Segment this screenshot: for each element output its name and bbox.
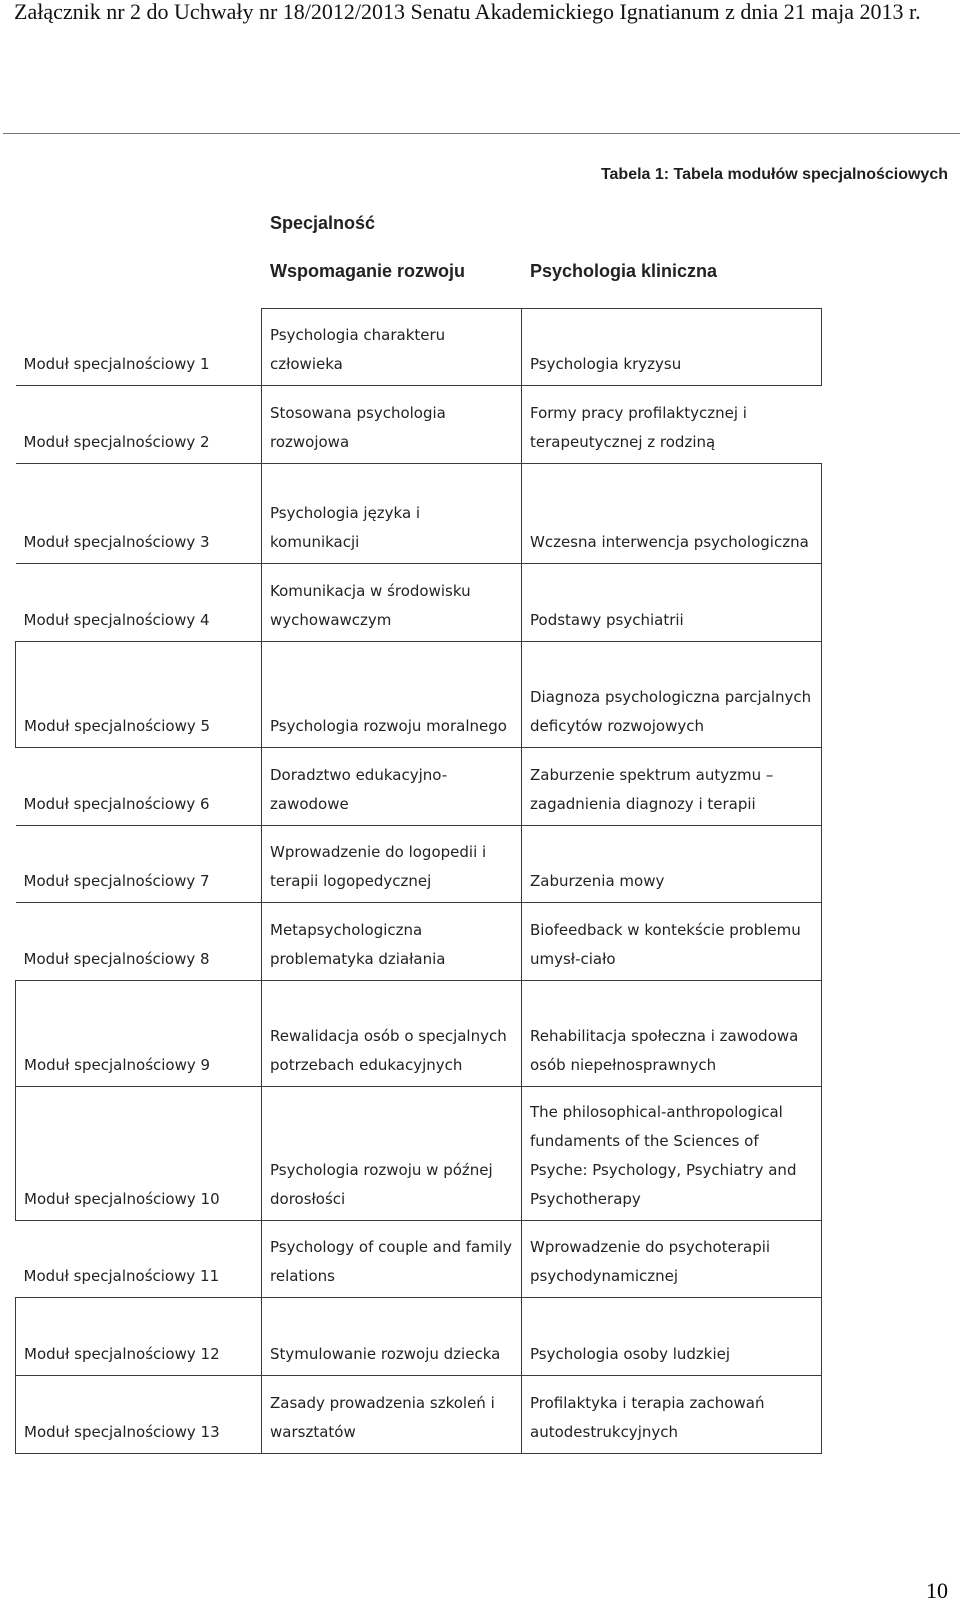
table-row [16, 1298, 822, 1376]
document-header-title: Załącznik nr 2 do Uchwały nr 18/2012/2013 Senatu Akademickiego Ignatianum z dnia 21 maja 2013 r. [14, 0, 921, 24]
module-name: Moduł specjalnościowy 3 [16, 464, 262, 564]
page-number: 10 [926, 1578, 948, 1603]
module-course-wspomaganie: Doradztwo edukacyjno-zawodowe [262, 748, 522, 826]
module-course-kliniczna: Biofeedback w kontekście problemu umysł-ciało [522, 903, 822, 981]
module-name: Moduł specjalnościowy 7 [16, 826, 262, 903]
module-course-wspomaganie: Stymulowanie rozwoju dziecka [262, 1298, 522, 1376]
table-row [16, 748, 822, 826]
table-row [16, 1221, 822, 1298]
module-course-wspomaganie: Psychologia rozwoju moralnego [262, 642, 522, 748]
module-course-wspomaganie: Wprowadzenie do logopedii i terapii logopedycznej [262, 826, 522, 903]
table-row [16, 642, 822, 748]
module-course-kliniczna: The philosophical-anthropological fundaments of the Sciences of Psyche: Psychology, Psychiatry and Psychotherapy [522, 1087, 822, 1221]
module-course-kliniczna: Rehabilitacja społeczna i zawodowa osób niepełnosprawnych [522, 981, 822, 1087]
table-row [16, 464, 822, 564]
table-row [16, 386, 822, 464]
module-name: Moduł specjalnościowy 2 [16, 386, 262, 464]
column-header-kliniczna: Psychologia kliniczna [530, 261, 718, 281]
table-row [16, 903, 822, 981]
module-course-kliniczna: Wczesna interwencja psychologiczna [522, 464, 822, 564]
table-row [16, 309, 822, 386]
module-course-wspomaganie: Psychologia charakteru człowieka [262, 309, 522, 386]
modules-table [15, 308, 822, 1454]
module-course-wspomaganie: Psychologia języka i komunikacji [262, 464, 522, 564]
module-course-kliniczna: Formy pracy profilaktycznej i terapeutycznej z rodziną [522, 386, 822, 464]
module-course-wspomaganie: Psychologia rozwoju w późnej dorosłości [262, 1087, 522, 1221]
module-course-kliniczna: Profilaktyka i terapia zachowań autodestrukcyjnych [522, 1376, 822, 1454]
module-course-kliniczna: Psychologia osoby ludzkiej [522, 1298, 822, 1376]
module-name: Moduł specjalnościowy 11 [16, 1221, 262, 1298]
module-name: Moduł specjalnościowy 6 [16, 748, 262, 826]
module-course-kliniczna: Diagnoza psychologiczna parcjalnych deficytów rozwojowych [522, 642, 822, 748]
module-course-kliniczna: Podstawy psychiatrii [522, 564, 822, 642]
module-name: Moduł specjalnościowy 9 [16, 981, 262, 1087]
module-course-wspomaganie: Stosowana psychologia rozwojowa [262, 386, 522, 464]
table-row [16, 1087, 822, 1221]
module-course-kliniczna: Zaburzenie spektrum autyzmu – zagadnienia diagnozy i terapii [522, 748, 822, 826]
module-name: Moduł specjalnościowy 13 [16, 1376, 262, 1454]
module-name: Moduł specjalnościowy 10 [16, 1087, 262, 1221]
specialty-label: Specjalność [270, 213, 376, 233]
table-caption: Tabela 1: Tabela modułów specjalnościowych [600, 166, 948, 183]
table-row [16, 564, 822, 642]
module-course-wspomaganie: Psychology of couple and family relations [262, 1221, 522, 1298]
module-course-kliniczna: Wprowadzenie do psychoterapii psychodynamicznej [522, 1221, 822, 1298]
table-row [16, 1376, 822, 1454]
module-course-wspomaganie: Rewalidacja osób o specjalnych potrzebach edukacyjnych [262, 981, 522, 1087]
module-name: Moduł specjalnościowy 12 [16, 1298, 262, 1376]
module-name: Moduł specjalnościowy 4 [16, 564, 262, 642]
module-course-wspomaganie: Zasady prowadzenia szkoleń i warsztatów [262, 1376, 522, 1454]
column-header-wspomaganie: Wspomaganie rozwoju [270, 261, 466, 281]
table-row [16, 826, 822, 903]
module-course-wspomaganie: Metapsychologiczna problematyka działania [262, 903, 522, 981]
header-divider [3, 133, 960, 134]
module-course-kliniczna: Psychologia kryzysu [522, 309, 822, 386]
module-course-kliniczna: Zaburzenia mowy [522, 826, 822, 903]
module-course-wspomaganie: Komunikacja w środowisku wychowawczym [262, 564, 522, 642]
table-row [16, 981, 822, 1087]
module-name: Moduł specjalnościowy 1 [16, 309, 262, 386]
module-name: Moduł specjalnościowy 8 [16, 903, 262, 981]
module-name: Moduł specjalnościowy 5 [16, 642, 262, 748]
